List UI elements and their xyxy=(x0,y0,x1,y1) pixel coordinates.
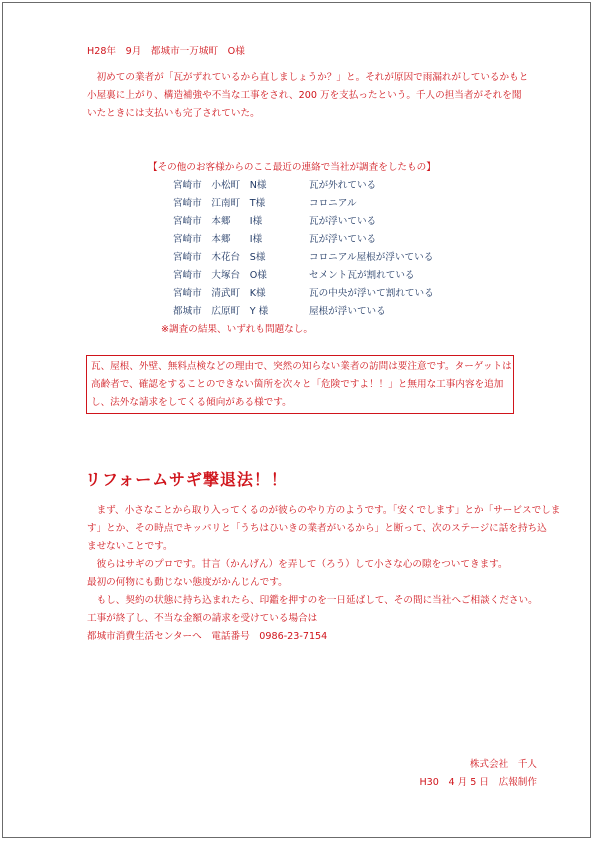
report-issue: 屋根が浮いている xyxy=(309,306,386,317)
report-issue: コロニアル屋根が浮いている xyxy=(309,252,434,263)
report-issue: セメント瓦が割れている xyxy=(309,270,415,281)
warning-line: 瓦、屋根、外壁、無料点検などの理由で、突然の知らない業者の訪問は要注意です。ターゲットは xyxy=(91,361,512,372)
case-header: H28年 9月 都城市一万城町 O様 xyxy=(87,46,245,57)
advice-line: 工事が終了し、不当な金額の請求を受けている場合は xyxy=(87,613,318,624)
advice-line: ませないことです。 xyxy=(87,541,173,552)
consumer-center-phone: 都城市消費生活センターへ 電話番号 0986-23-7154 xyxy=(87,631,328,642)
advice-line: まず、小さなことから取り入ってくるのが彼らのやり方のようです。「安くでします」とか「サービスでしま xyxy=(87,505,561,516)
warning-line: し、法外な請求をしてくる傾向がある様です。 xyxy=(91,397,292,408)
report-issue: 瓦が浮いている xyxy=(309,216,377,227)
report-issue: 瓦が外れている xyxy=(309,180,377,191)
page-frame xyxy=(2,2,591,838)
advice-line: もし、契約の状態に持ち込まれたら、印鑑を押すのを一日延ばして、その間に当社へご相談ください。 xyxy=(87,595,538,606)
advice-line: 彼らはサギのプロです。甘言（かんげん）を弄して（ろう）して小さな心の隙をついてきます。 xyxy=(87,559,508,570)
section-heading: リフォームサギ撃退法！！ xyxy=(85,470,288,489)
report-issue: 瓦が浮いている xyxy=(309,234,377,245)
company-name: 株式会社 千人 xyxy=(469,759,537,770)
warning-box xyxy=(86,355,514,414)
advice-line: 最初の何物にも動じない態度がかんじんです。 xyxy=(87,577,288,588)
case-paragraph-line: いたときには支払いも完了されていた。 xyxy=(87,108,260,119)
report-location: 宮崎市 木花台 S様 xyxy=(173,252,266,263)
case-paragraph-line: 初めての業者が「瓦がずれているから直しましょうか？」と。それが原因で雨漏れがしているかもと xyxy=(87,72,529,83)
advice-line: す」とか、その時点でキッパリと「うちはひいきの業者がいるから」と断って、次のステージに話を持ち込 xyxy=(87,523,547,534)
other-reports-title: 【その他のお客様からのここ最近の連絡で当社が調査をしたもの】 xyxy=(148,162,436,173)
publish-date: H30 4 月 5 日 広報制作 xyxy=(419,777,537,788)
report-location: 宮崎市 清武町 K様 xyxy=(173,288,266,299)
report-issue: コロニアル xyxy=(309,198,357,209)
report-issue: 瓦の中央が浮いて割れている xyxy=(309,288,434,299)
report-location: 宮崎市 小松町 N様 xyxy=(173,180,267,191)
report-location: 宮崎市 江南町 T様 xyxy=(173,198,266,209)
report-location: 都城市 広原町 Y 様 xyxy=(173,306,269,317)
report-location: 宮崎市 本郷 I様 xyxy=(173,234,263,245)
survey-note: ※調査の結果、いずれも問題なし。 xyxy=(161,324,313,335)
report-location: 宮崎市 本郷 I様 xyxy=(173,216,263,227)
warning-line: 高齢者で、確認をすることのできない箇所を次々と「危険ですよ！！」と無用な工事内容を追加 xyxy=(91,379,504,390)
case-paragraph-line: 小屋裏に上がり、構造補強や不当な工事をされ、200 万を支払ったという。千人の担当者がそれを聞 xyxy=(87,90,522,101)
report-location: 宮崎市 大塚台 O様 xyxy=(173,270,267,281)
